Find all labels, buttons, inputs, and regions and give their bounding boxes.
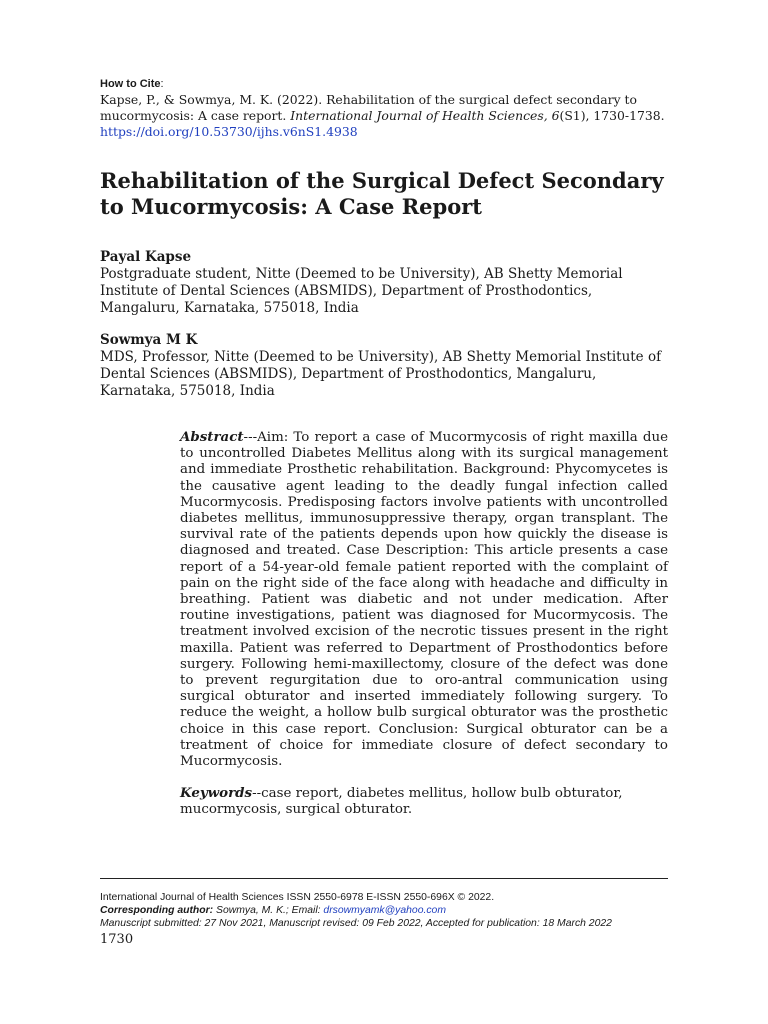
footer-journal-line: International Journal of Health Sciences ISSN 2550-6978 E-ISSN 2550-696X © 2022. [100,892,495,903]
citation-authors-title: Kapse, P., & Sowmya, M. K. (2022). Rehabilitation of the surgical defect secondary to mucormycosis: A case report. [100,92,637,123]
citation-label-colon: : [160,78,164,90]
footer-corresponding-line [100,904,668,917]
citation-label: How to Cite [100,78,161,90]
corresponding-text: Sowmya, M. K.; Email: [213,905,324,916]
author-affiliation: MDS, Professor, Nitte (Deemed to be University), AB Shetty Memorial Institute of Dental Sciences (ABSMIDS), Department of Prosthodontics, Mangaluru, Karnataka, 575018, India [100,349,662,399]
author-block [100,332,668,400]
abstract-label: Abstract [180,429,244,445]
corresponding-label: Corresponding author: [100,905,214,916]
page-number: 1730 [100,932,134,947]
citation-text [100,92,668,124]
email-link[interactable]: drsowmyamk@yahoo.com [323,905,446,916]
citation-heading [100,75,668,92]
abstract [180,429,668,770]
citation-journal: International Journal of Health Sciences, 6 [290,108,560,123]
citation-block [100,75,668,140]
doi-link[interactable]: https://doi.org/10.53730/ijhs.v6nS1.4938 [100,124,358,139]
keywords-text: --case report, diabetes mellitus, hollow bulb obturator, mucormycosis, surgical obturator. [180,786,623,818]
footer-manuscript-line: Manuscript submitted: 27 Nov 2021, Manuscript revised: 09 Feb 2022, Accepted for publication: 18 March 2022 [100,918,612,929]
keywords-label: Keywords [180,785,253,801]
citation-issue-pages: (S1), 1730-1738. [559,108,665,123]
paper-title: Rehabilitation of the Surgical Defect Secondary to Mucormycosis: A Case Report [100,168,664,219]
footer [100,891,668,930]
author-name: Payal Kapse [100,249,192,265]
footer-divider [100,878,668,879]
keywords [180,785,668,818]
author-block [100,249,668,317]
author-name: Sowmya M K [100,332,198,348]
abstract-text: ---Aim: To report a case of Mucormycosis of right maxilla due to uncontrolled Diabetes Mellitus along with its surgical management and immediate Prosthetic rehabilitation. Background: Phycomycetes is the causative agent leading to the deadly fungal infection called Mucormycosis. Predisposing factors involve patients with uncontrolled diabetes mellitus, immunosuppressive therapy, organ transplant. The survival rate of the patients depends upon how quickly the disease is diagnosed and treated. Case Description: This article presents a case report of a 54-year-old female patient reported with the complaint of pain on the right side of the face along with headache and difficulty in breathing. Patient was diabetic and not under medication. After routine investigations, patient was diagnosed for Mucormycosis. The treatment involved excision of the necrotic tissues present in the right maxilla. Patient was referred to Department of Prosthodontics before surgery. Following hemi-maxillectomy, closure of the defect was done to prevent regurgitation due to oro-antral communication using surgical obturator and inserted immediately following surgery. To reduce the weight, a hollow bulb surgical obturator was the prosthetic choice in this case report. Conclusion: Surgical obturator can be a treatment of choice for immediate closure of defect secondary to Mucormycosis. [180,430,668,770]
author-affiliation: Postgraduate student, Nitte (Deemed to be University), AB Shetty Memorial Institute of Dental Sciences (ABSMIDS), Department of Prosthodontics, Mangaluru, Karnataka, 575018, India [100,266,623,316]
